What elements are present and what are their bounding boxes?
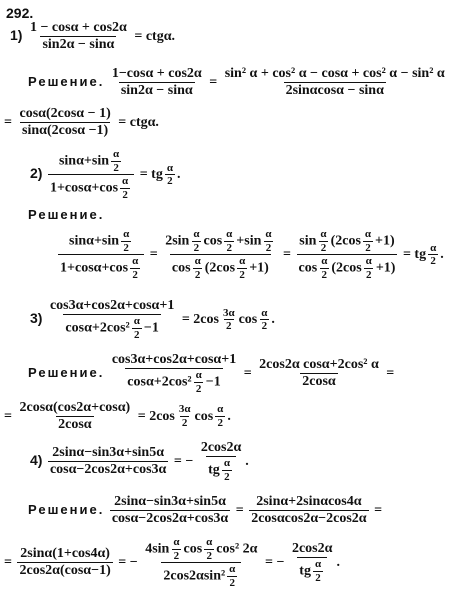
solution-3-line-1: Решение. cos3α+cos2α+cosα+1 cosα+2cos² $\frac{\alpha}{2}$ −1 = $\frac{\text{2cos2α cosα+2cos² α}}{2\cos\alpha}$ = bbox=[28, 352, 395, 395]
equals: = bbox=[4, 114, 12, 130]
denominator: sinα(2cosα −1) bbox=[22, 123, 109, 139]
problem-3: 3) cos3α+cos2α+cosα+1 cosα+2cos² $\frac{\alpha}{2}$ −1 = 2cos $\frac{3\alpha}{2}$ cos $\frac{\alpha}{2}$ . bbox=[30, 298, 275, 341]
fraction: 2sin $\frac{\alpha}{2}$ cos $\frac{\alpha}{2}$ +sin $\frac{\alpha}{2}$ cos $\frac{\alpha}{2}$ (2cos $\frac{\alpha}{2}$ +1) bbox=[165, 228, 272, 281]
numerator: 1 − cosα + cos2α bbox=[29, 20, 127, 35]
fraction: cos3α+cos2α+cosα+1 cosα+2cos² $\frac{\alpha}{2}$ −1 bbox=[111, 352, 237, 395]
fraction: $\frac{\text{2cos2α cosα+2cos² α}}{2\cos\alpha}$ bbox=[259, 357, 379, 390]
fraction bbox=[28, 20, 129, 53]
numerator: sinα+sin $\frac{\alpha}{2}$ bbox=[58, 148, 120, 174]
solution-1-line-1 bbox=[28, 66, 449, 99]
problem-4: 4) $\frac{2\sin\alpha-\sin 3\alpha+\sin 5\alpha}{\cos\alpha-2\cos 2\alpha+\cos 3\alpha}$ = − 2cos2α tg $\frac{\alpha}{2}$ . bbox=[30, 440, 249, 483]
item-label: 3) bbox=[30, 309, 43, 326]
numerator: cosα(2cosα − 1) bbox=[19, 106, 111, 121]
numerator: sin² α + cos² α − cosα + cos² α − sin² α bbox=[224, 66, 445, 81]
denominator: 1+cosα+cos $\frac{\alpha}{2}$ bbox=[48, 174, 134, 201]
numerator: 1−cosα + cos2α bbox=[111, 66, 202, 81]
item-label: 2) bbox=[30, 165, 43, 181]
fraction: $\frac{2\sin\alpha-\sin 3\alpha+\sin 5\alpha}{\cos\alpha-2\cos 2\alpha+\cos 3\alpha}$ bbox=[49, 445, 167, 478]
fraction: sinα+sin $\frac{\alpha}{2}$ 1+cosα+cos $\frac{\alpha}{2}$ bbox=[58, 228, 144, 282]
fraction: 2cos2α tg $\frac{\alpha}{2}$ bbox=[200, 440, 242, 483]
fraction: 2cos2α tg $\frac{\alpha}{2}$ bbox=[291, 541, 333, 584]
solution-2: sinα+sin $\frac{\alpha}{2}$ 1+cosα+cos $\frac{\alpha}{2}$ = 2sin $\frac{\alpha}{2}$ cos $\frac{\alpha}{2}$ +sin $\frac{\alpha}{2}$ cos $\frac{\alpha}{2}$ (2cos $\frac{\alpha}{2}$ +1) = sin $\frac{\alpha}{2}$ (2cos $\frac{\alpha}{2}$ +1) cos $\frac{\alpha}{2}$ (2cos $\frac{\alpha}{2}$ +1) = tg $\frac{\alpha}{2}$ . bbox=[60, 228, 444, 281]
denominator: 2sinαcosα − sinα bbox=[285, 83, 384, 99]
solution-label: Решение. bbox=[28, 207, 105, 222]
solution-label: Решение. bbox=[28, 501, 105, 517]
equals: = bbox=[209, 74, 218, 90]
fraction bbox=[110, 66, 204, 99]
denominator: sin2α − sinα bbox=[42, 37, 115, 53]
problem-number: 292. bbox=[6, 5, 34, 21]
item-label: 1) bbox=[10, 26, 23, 43]
fraction: cos3α+cos2α+cosα+1 cosα+2cos² $\frac{\alpha}{2}$ −1 bbox=[49, 298, 175, 341]
fraction: 4sin $\frac{\alpha}{2}$ cos $\frac{\alpha}{2}$ cos² 2α 2cos2αsin² $\frac{\alpha}{2}$ bbox=[145, 536, 258, 589]
problem-2: 2) sinα+sin $\frac{\alpha}{2}$ 1+cosα+cos $\frac{\alpha}{2}$ = tg $\frac{\alpha}{2}$ . bbox=[30, 148, 181, 201]
solution-4-line-2: = $\frac{2\sin\alpha(1+\cos 4\alpha)}{2\cos 2\alpha(\cos\alpha-1)}$ = − 4sin $\frac{\alpha}{2}$ cos $\frac{\alpha}{2}$ cos² 2α 2cos2αsin² $\frac{\alpha}{2}$ = − 2cos2α tg $\frac{\alpha}{2}$ . bbox=[4, 536, 340, 589]
half-angle: $\frac{\alpha}{2}$ bbox=[166, 161, 173, 188]
solution-label: Решение. bbox=[28, 364, 105, 380]
fraction bbox=[223, 66, 447, 99]
solution-1-line-2 bbox=[4, 106, 159, 139]
fraction: $\frac{2\sin\alpha-\sin 3\alpha+\sin 5\alpha}{\cos\alpha-2\cos 2\alpha+\cos 3\alpha}$ bbox=[111, 494, 229, 527]
solution-label: Решение. bbox=[28, 73, 105, 89]
fraction: $\frac{2\sin\alpha+2\sin\alpha\cos 4\alpha}{2\cos\alpha\cos 2\alpha-2\cos 2\alpha}$ bbox=[251, 494, 367, 527]
solution-4-line-1: Решение. $\frac{2\sin\alpha-\sin 3\alpha+\sin 5\alpha}{\cos\alpha-2\cos 2\alpha+\cos 3\alpha}$ = $\frac{2\sin\alpha+2\sin\alpha\cos 4\alpha}{2\cos\alpha\cos 2\alpha-2\cos 2\alpha}$ = bbox=[28, 494, 383, 527]
problem-1 bbox=[10, 20, 175, 53]
denominator: sin2α − sinα bbox=[120, 83, 193, 99]
fraction: $\frac{2\sin\alpha(1+\cos 4\alpha)}{2\cos 2\alpha(\cos\alpha-1)}$ bbox=[19, 546, 111, 579]
fraction bbox=[17, 106, 112, 139]
result: = ctgα. bbox=[118, 114, 159, 130]
fraction: $\frac{2\cos\alpha(\cos 2\alpha+\cos\alpha)}{2\cos\alpha}$ bbox=[19, 400, 131, 433]
result: = ctgα. bbox=[134, 28, 176, 44]
solution-3-line-2: = $\frac{2\cos\alpha(\cos 2\alpha+\cos\alpha)}{2\cos\alpha}$ = 2cos $\frac{3\alpha}{2}$ cos $\frac{\alpha}{2}$ . bbox=[4, 400, 231, 433]
fraction bbox=[48, 148, 134, 202]
item-label: 4) bbox=[30, 451, 43, 468]
fraction: sin $\frac{\alpha}{2}$ (2cos $\frac{\alpha}{2}$ +1) cos $\frac{\alpha}{2}$ (2cos $\frac{\alpha}{2}$ +1) bbox=[298, 228, 396, 281]
